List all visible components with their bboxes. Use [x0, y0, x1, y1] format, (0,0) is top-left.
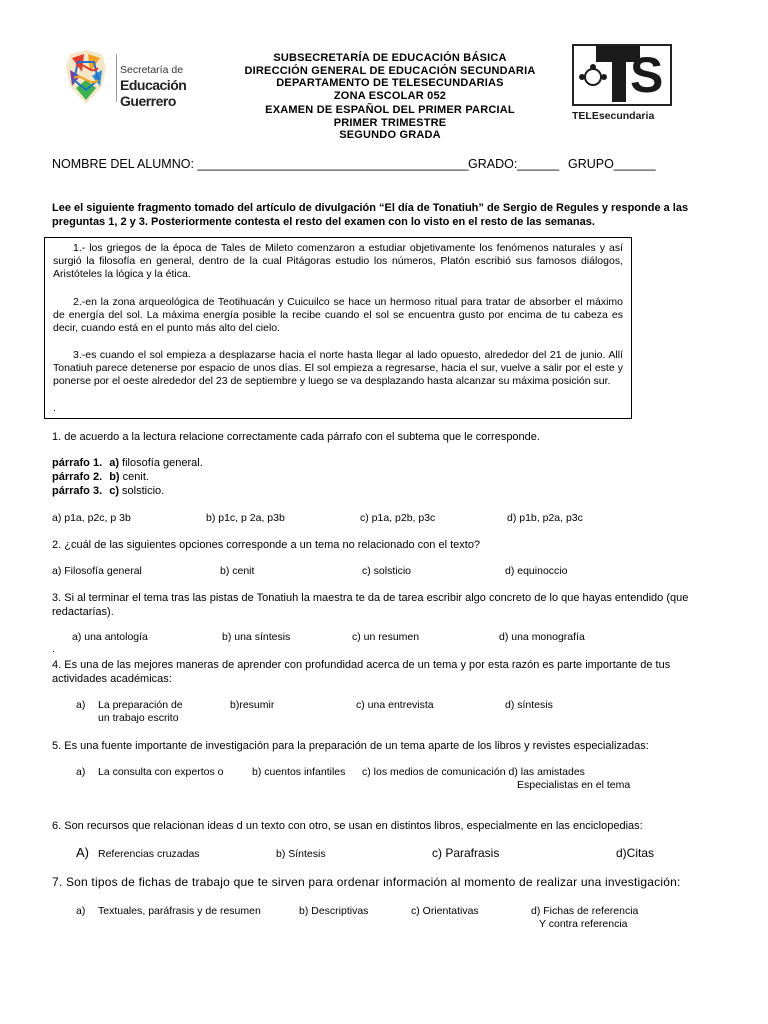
q7-option-d-cont[interactable]: Y contra referencia — [539, 918, 628, 930]
q3-option-d[interactable]: d) una monografía — [499, 631, 585, 643]
reading-paragraph-1: 1.- los griegos de la época de Tales de Mileto comenzaron a estudiar objetivamente los fenómenos naturales y así surgió la filosofía en general, dentro de la cual Pitágoras estudio los números, Platón escribió sus famosos diálogos, Aristóteles la lógica y la ética. — [53, 242, 623, 281]
q1-option-c[interactable]: c) p1a, p2b, p3c — [360, 512, 436, 524]
header-line: ZONA ESCOLAR 052 — [333, 89, 447, 102]
question-6: 6. Son recursos que relacionan ideas d un texto con otro, se usan en distintos libros, especialmente en las enciclopedias: — [52, 820, 643, 832]
instructions: Lee el siguiente fragmento tomado del artículo de divulgación “El día de Tonatiuh” de Sergio de Regules y responde a las preguntas 1, 2 y 3. Posteriormente contesta el resto del examen con lo visto en el resto de las semanas. — [52, 202, 689, 228]
telesecundaria-logo — [572, 44, 672, 124]
q3-option-c[interactable]: c) un resumen — [352, 631, 420, 643]
q4-option-b[interactable]: b)resumir — [230, 699, 275, 711]
q4-option-a-cont[interactable]: un trabajo escrito — [98, 712, 179, 724]
exam-title: EXAMEN DE ESPAÑOL DEL PRIMER PARCIAL — [265, 104, 515, 116]
logo-letter-s: S — [630, 47, 664, 103]
grade-field[interactable]: GRADO:______ — [468, 157, 560, 171]
q6-option-b[interactable]: b) Síntesis — [276, 848, 326, 860]
question-4: 4. Es una de las mejores maneras de aprender con profundidad acerca de un tema y por esta razón es parte importante de tus actividades académicas: — [52, 659, 671, 685]
q6-option-a[interactable]: Referencias cruzadas — [98, 848, 200, 860]
q7-option-a-letter[interactable]: a) — [76, 905, 86, 917]
reading-paragraph-3: 3.-es cuando el sol empieza a desplazarse hacia el norte hasta llegar al lado opuesto, alrededor del 21 de junio. Allí Tonatiuh parece detenerse por espacio de unos días. El sol empieza a regresarse, hacia el sur, vuelve a salir por el este y ponerse por el oeste alrededor del 23 de septiembre y luego se va desplazando hasta alcanzar su máxima posición sur. — [53, 349, 623, 388]
q4-option-c[interactable]: c) una entrevista — [356, 699, 434, 711]
q5-option-cd[interactable]: c) los medios de comunicación d) las amistades — [362, 766, 585, 778]
q6-option-c[interactable]: c) Parafrasis — [432, 846, 500, 860]
q6-option-d[interactable]: d)Citas — [616, 846, 655, 860]
q1-option-d[interactable]: d) p1b, p2a, p3c — [507, 512, 583, 524]
q5-option-a-cont[interactable]: Especialistas en el tema — [517, 779, 631, 791]
q1-option-b[interactable]: b) p1c, p 2a, p3b — [206, 512, 285, 524]
exam-trimester: PRIMER TRIMESTRE — [333, 116, 447, 129]
match-topic: solsticio. — [122, 485, 165, 497]
q5-option-b[interactable]: b) cuentos infantiles — [252, 766, 346, 778]
q2-option-b[interactable]: b) cenit — [220, 565, 255, 577]
exam-title-block — [230, 104, 550, 142]
network-icon — [578, 62, 608, 92]
education-guerrero-logo — [58, 46, 238, 110]
match-letter: b) — [109, 471, 120, 483]
guerrero-emblem-icon — [58, 46, 114, 110]
question-5: 5. Es una fuente importante de investigación para la preparación de un tema aparte de los libros y revistes especializadas: — [52, 740, 649, 752]
q3-option-a[interactable]: a) una antología — [72, 631, 148, 643]
q4-option-d[interactable]: d) síntesis — [505, 699, 553, 711]
q2-option-c[interactable]: c) solsticio — [362, 565, 412, 577]
header-line: SUBSECRETARÍA DE EDUCACIÓN BÁSICA — [273, 52, 507, 64]
match-label: párrafo 2. — [52, 471, 103, 483]
logo-line2: Educación Guerrero — [120, 77, 187, 109]
match-row — [52, 471, 149, 485]
exam-grade: SEGUNDO GRADA — [339, 129, 441, 141]
q1-option-a[interactable]: a) p1a, p2c, p 3b — [52, 512, 131, 524]
reading-paragraph-2: 2.-en la zona arqueológica de Teotihuacán y Cuicuilco se hace un hermoso ritual para tratar de absorber el máximo de energía del sol. La máxima energía posible la recibe cuando el sol se encuentra gusto por encima de tu cabeza es decir, cuando está en el punto más alto del cielo. — [53, 296, 623, 335]
q2-option-d[interactable]: d) equinoccio — [505, 565, 568, 577]
header-block — [230, 52, 550, 102]
q3-option-b[interactable]: b) una síntesis — [222, 631, 291, 643]
match-letter: c) — [109, 485, 119, 497]
match-topic: cenit. — [122, 471, 149, 483]
header-line: DEPARTAMENTO DE TELESECUNDARIAS — [276, 77, 504, 89]
match-row — [52, 457, 203, 471]
q7-option-c[interactable]: c) Orientativas — [411, 905, 479, 917]
match-row — [52, 485, 164, 499]
match-label: párrafo 3. — [52, 485, 103, 497]
match-label: párrafo 1. — [52, 457, 103, 469]
match-topic: filosofía general. — [122, 457, 203, 469]
question-1: 1. de acuerdo a la lectura relacione correctamente cada párrafo con el subtema que le corresponde. — [52, 431, 540, 443]
q7-option-b[interactable]: b) Descriptivas — [299, 905, 369, 917]
q7-option-a[interactable]: Textuales, paráfrasis y de resumen — [98, 905, 261, 917]
q4-option-a[interactable]: La preparación de — [98, 699, 183, 711]
header-line: DIRECCIÓN GENERAL DE EDUCACIÓN SECUNDARIA — [244, 64, 536, 77]
question-2: 2. ¿cuál de las siguientes opciones corresponde a un tema no relacionado con el texto? — [52, 539, 481, 551]
q3-dot: . — [52, 643, 55, 655]
question-3: 3. Si al terminar el tema tras las pistas de Tonatiuh la maestra te da de tarea escribir algo concreto de lo que hayas entendido (que redactarías). — [52, 592, 689, 618]
question-7: 7. Son tipos de fichas de trabajo que te sirven para ordenar información al momento de realizar una investigación: — [52, 875, 681, 889]
q5-option-a[interactable]: La consulta con expertos o — [98, 766, 224, 778]
student-name-field[interactable]: NOMBRE DEL ALUMNO: _______________________________________ — [52, 157, 469, 171]
group-field[interactable]: GRUPO______ — [568, 157, 656, 171]
q2-option-a[interactable]: a) Filosofía general — [52, 565, 142, 577]
q4-option-a-letter[interactable]: a) — [76, 699, 86, 711]
q5-option-a-letter[interactable]: a) — [76, 766, 86, 778]
logo-caption: TELEsecundaria — [572, 110, 655, 122]
match-letter: a) — [109, 457, 119, 469]
reading-dot: . — [53, 402, 56, 414]
q7-option-d[interactable]: d) Fichas de referencia — [531, 905, 639, 917]
q6-option-a-letter[interactable]: A) — [76, 845, 89, 860]
logo-line1: Secretaría de — [120, 64, 184, 76]
reading-box — [44, 237, 632, 419]
